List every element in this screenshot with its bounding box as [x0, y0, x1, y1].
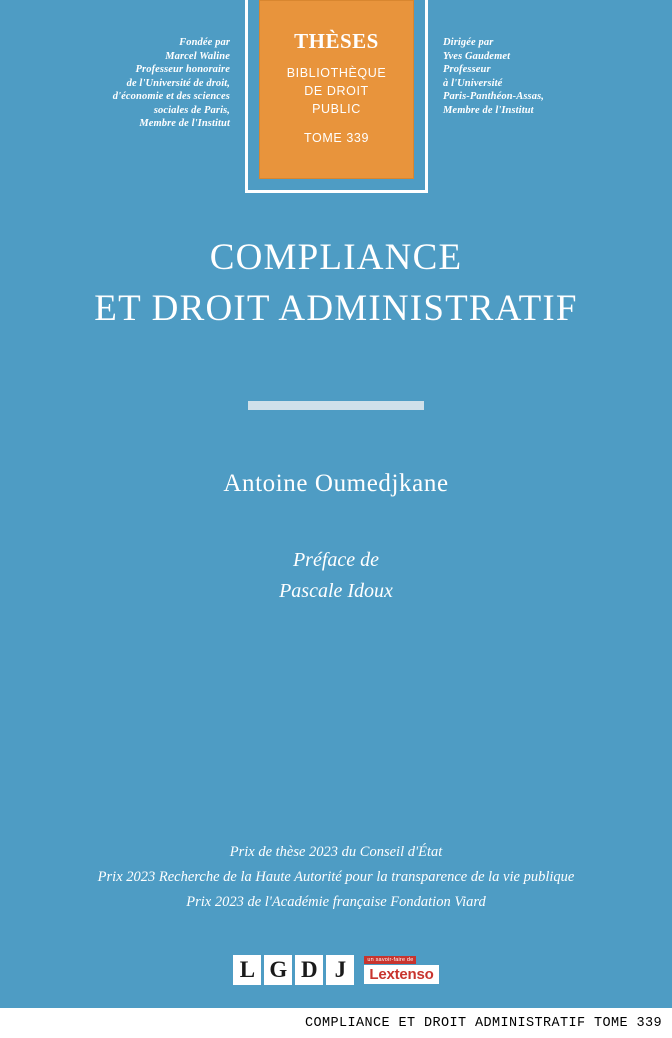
founder-credits — [82, 36, 230, 131]
director-credit-line: Professeur — [443, 64, 491, 75]
director-credit-line: Membre de l'Institut — [443, 104, 534, 116]
founder-credit-line: de l'Université de droit, — [126, 77, 230, 89]
lextenso-name: Lextenso — [364, 965, 438, 984]
preface-line: Pascale Idoux — [279, 580, 393, 602]
director-credit-line: Paris-Panthéon-Assas, — [443, 91, 544, 102]
founder-credit-line: sociales de Paris, — [153, 104, 230, 116]
book-title — [0, 232, 672, 334]
caption-text: COMPLIANCE ET DROIT ADMINISTRATIF TOME 339 — [304, 1015, 662, 1031]
series-subtitle — [260, 64, 413, 118]
series-title: THÈSES — [294, 29, 379, 53]
book-title-line: COMPLIANCE — [209, 237, 463, 278]
founder-credit-line: Membre de l'Institut — [139, 118, 230, 129]
director-credits — [443, 36, 608, 117]
series-subtitle-line: PUBLIC — [312, 102, 361, 116]
lextenso-tagline: un savoir-faire de — [364, 956, 416, 964]
title-divider — [248, 401, 424, 410]
book-title-line: ET DROIT ADMINISTRATIF — [94, 288, 578, 329]
director-credit-line: à l'Université — [443, 77, 503, 89]
caption-strip — [0, 1008, 672, 1038]
lgdj-letter: J — [326, 955, 354, 985]
cover-top-band — [0, 0, 672, 196]
director-credit-line: Dirigée par — [443, 37, 494, 48]
lgdj-letter: L — [233, 955, 261, 985]
series-tome: TOME 339 — [303, 131, 369, 145]
founder-credit-line: Fondée par — [179, 37, 230, 48]
book-author: Antoine Oumedjkane — [223, 470, 449, 497]
award-item: Prix de thèse 2023 du Conseil d'État — [229, 844, 443, 860]
series-subtitle-line: BIBLIOTHÈQUE — [286, 66, 387, 80]
lgdj-letter: G — [264, 955, 292, 985]
awards-list — [0, 840, 672, 915]
publisher-logo — [0, 955, 672, 997]
founder-credit-line: Marcel Waline — [165, 50, 230, 62]
lgdj-logo — [233, 955, 438, 985]
preface-credit — [0, 545, 672, 607]
award-item: Prix 2023 de l'Académie française Fondation Viard — [186, 894, 486, 910]
lextenso-logo — [364, 956, 438, 984]
series-badge — [245, 0, 428, 193]
preface-line: Préface de — [292, 549, 380, 571]
award-item: Prix 2023 Recherche de la Haute Autorité pour la transparence de la vie publique — [97, 869, 575, 885]
founder-credit-line: Professeur honoraire — [135, 64, 230, 75]
director-credit-line: Yves Gaudemet — [443, 50, 511, 62]
series-subtitle-line: DE DROIT — [304, 84, 369, 98]
series-badge-panel — [259, 0, 414, 179]
lgdj-letter: D — [295, 955, 323, 985]
founder-credit-line: d'économie et des sciences — [112, 91, 230, 102]
